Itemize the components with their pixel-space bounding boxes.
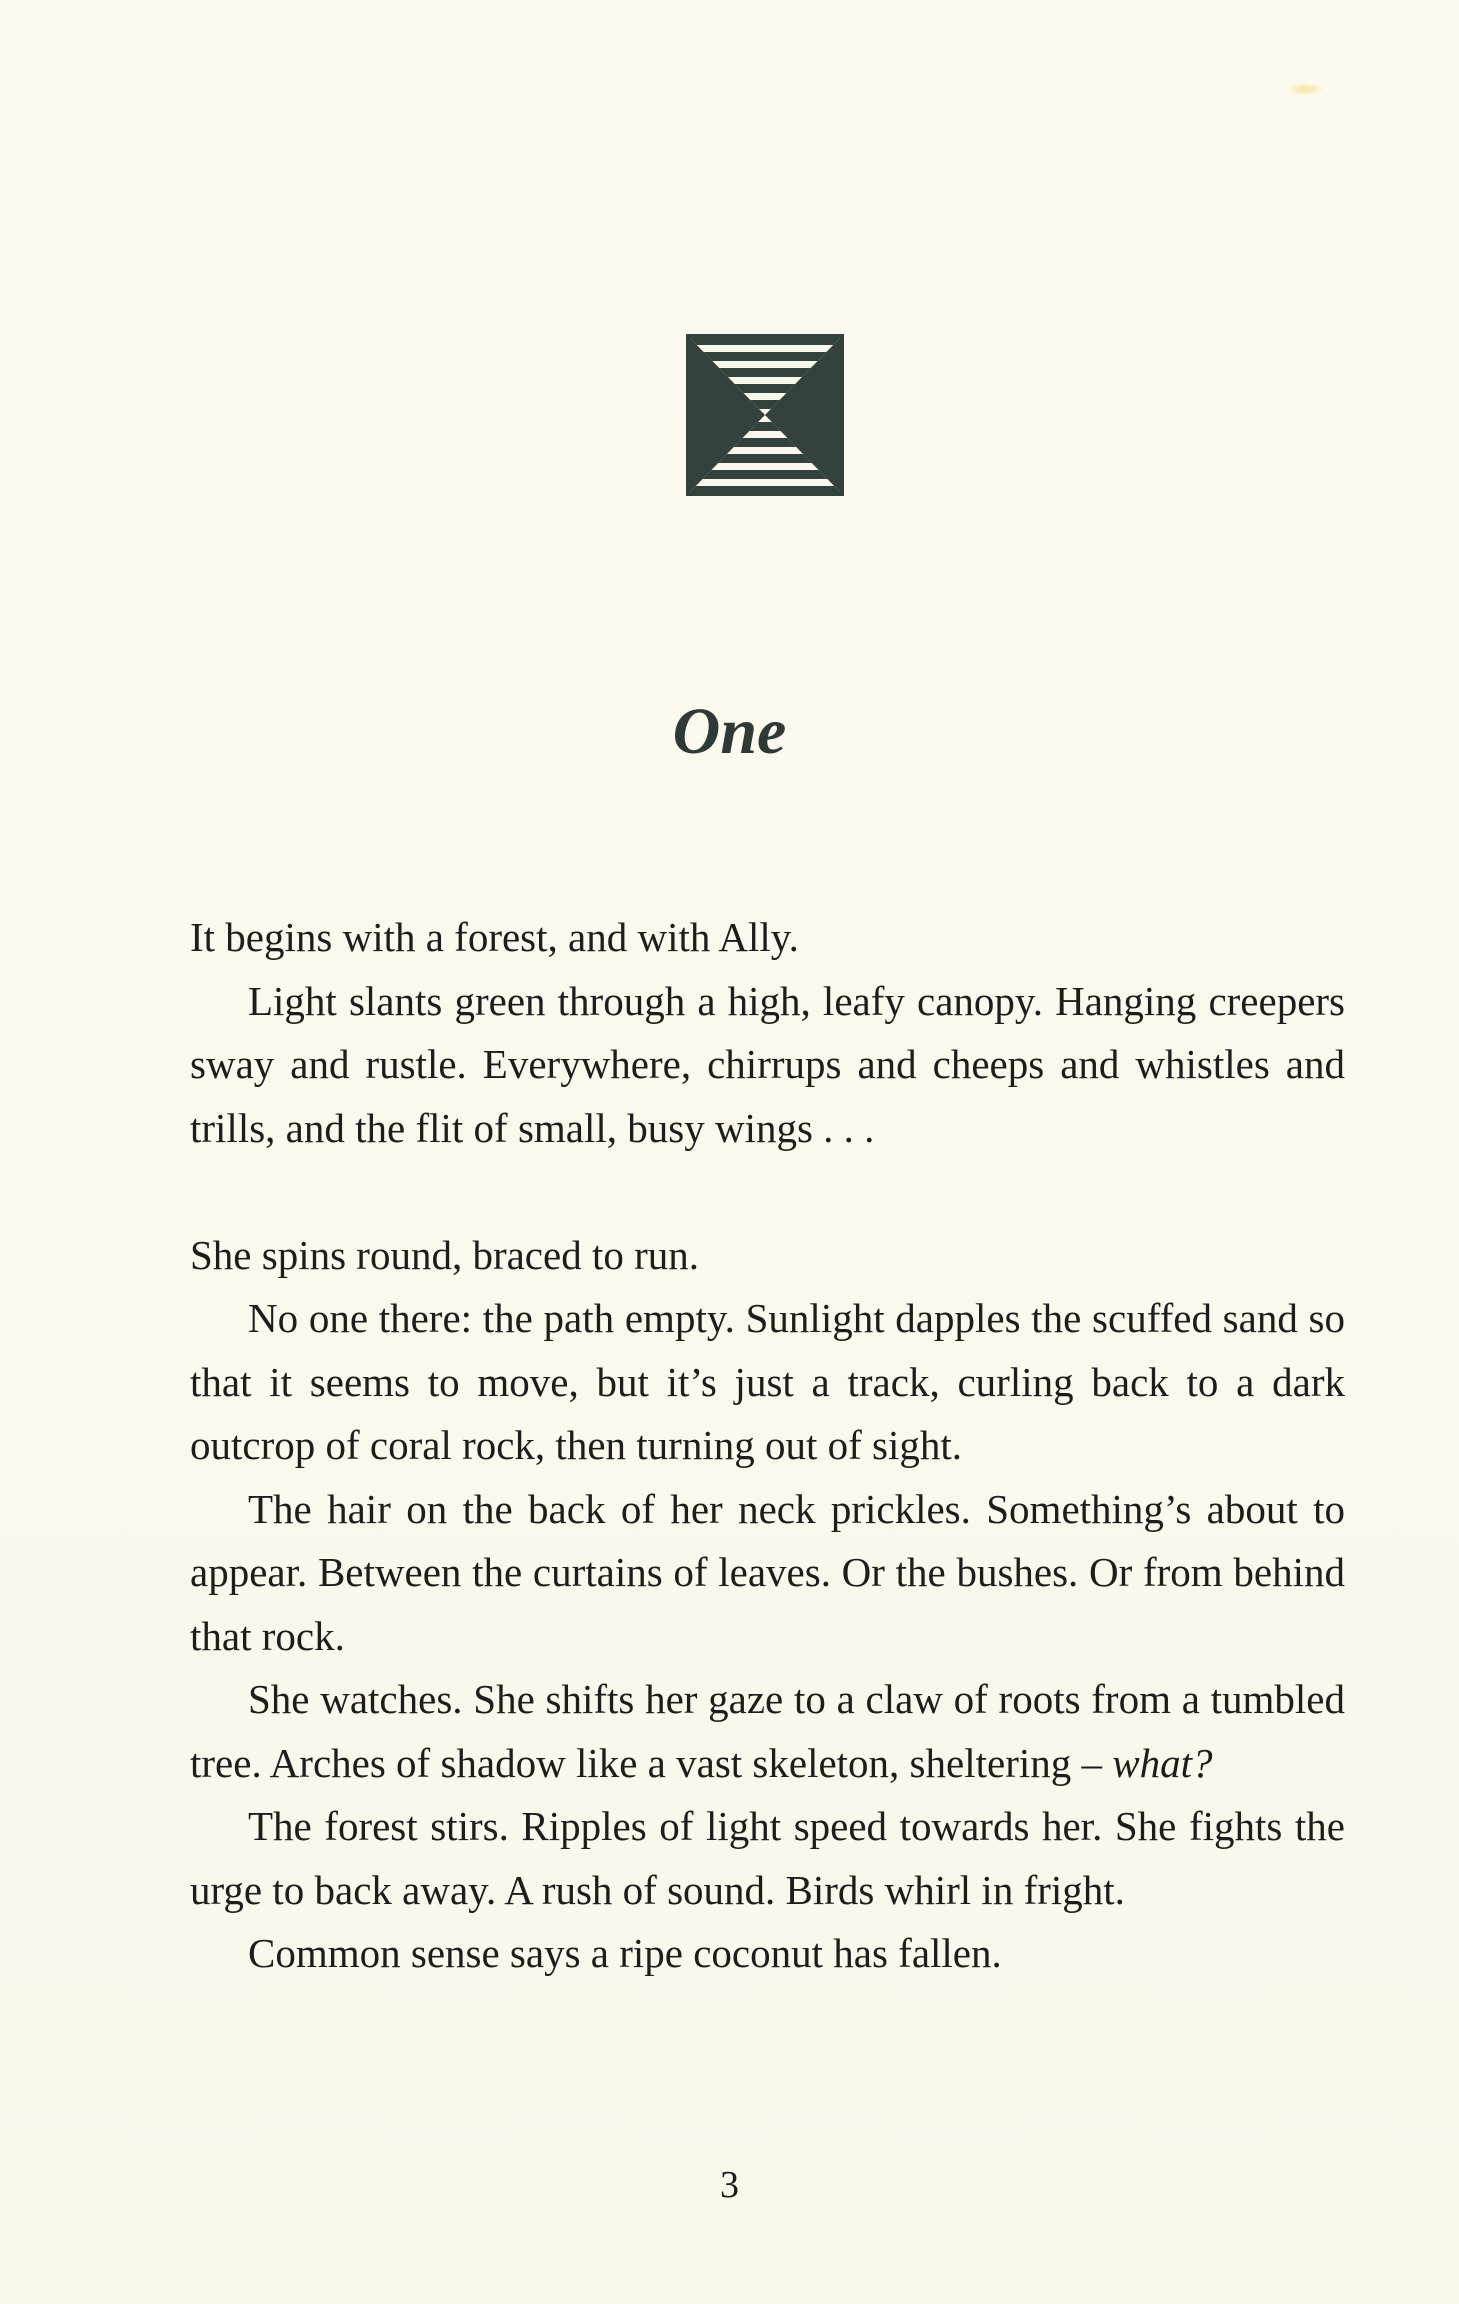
paragraph: She spins round, braced to run. [190,1231,699,1278]
emphasized-word: what? [1112,1739,1213,1786]
chapter-body [190,906,1345,1986]
paragraph: Common sense says a ripe coconut has fallen. [248,1930,1002,1976]
paragraph: The forest stirs. Ripples of light speed towards her. She fights the urge to back away. A rush of sound. Birds whirl in fright. [190,1803,1345,1913]
paragraph-text: She watches. She shifts her gaze to a claw of roots from a tumbled tree. Arches of shadow like a vast skeleton, sheltering [190,1676,1345,1786]
paragraph: It begins with a forest, and with Ally. [190,914,799,960]
paragraph [190,1668,1345,1795]
hourglass-ornament-icon [680,330,850,500]
page-number: 3 [720,2164,739,2206]
paragraph: No one there: the path empty. Sunlight dapples the scuffed sand so that it seems to move, but it’s just a track, curling back to a dark outcrop of coral rock, then turning out of sight. [190,1295,1345,1468]
chapter-title: One [672,695,787,768]
paragraph: Light slants green through a high, leafy canopy. Hanging creepers sway and rustle. Everywhere, chirrups and cheeps and whistles and trills, and the flit of small, busy wings . . . [190,977,1345,1151]
paper-smudge [1285,82,1325,96]
paragraph-dash: – [1071,1739,1113,1786]
paragraph: The hair on the back of her neck prickles. Something’s about to appear. Between the curtains of leaves. Or the bushes. Or from behind that rock. [190,1485,1345,1659]
